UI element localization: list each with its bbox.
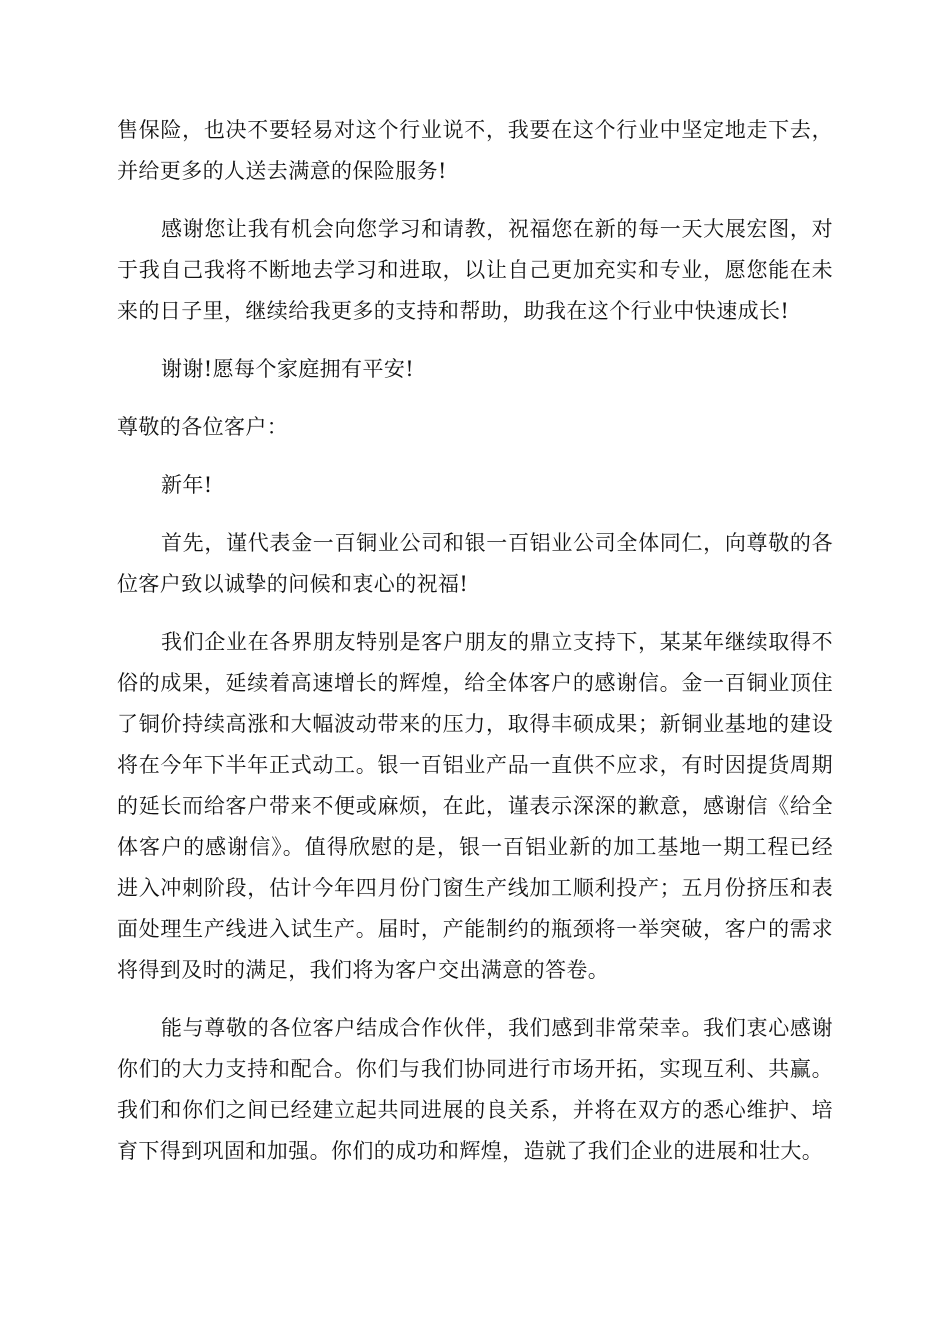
document-body: [117, 110, 833, 1189]
letter-salutation: 尊敬的各位客户：: [117, 415, 289, 439]
paragraph-thanks-learning: 感谢您让我有机会向您学习和请教，祝福您在新的每一天大展宏图，对于我自己我将不断地去学习和进取，以让自己更加充实和专业，愿您能在未来的日子里，继续给我更多的支持和帮助，助我在这个行业中快速成长!: [117, 217, 833, 323]
paragraph-continuation: 售保险，也决不要轻易对这个行业说不，我要在这个行业中坚定地走下去，并给更多的人送去满意的保险服务!: [117, 118, 833, 183]
paragraph-partnership: 能与尊敬的各位客户结成合作伙伴，我们感到非常荣幸。我们衷心感谢你们的大力支持和配合。你们与我们协同进行市场开拓，实现互利、共赢。我们和你们之间已经建立起共同进展的良关系，并将在双方的悉心维护、培育下得到巩固和加强。你们的成功和辉煌，造就了我们企业的进展和壮大。: [117, 1016, 833, 1163]
paragraph-greeting: 首先，谨代表金一百铜业公司和银一百铝业公司全体同仁，向尊敬的各位客户致以诚挚的问候和衷心的祝福!: [117, 531, 833, 596]
paragraph-achievements: 我们企业在各界朋友特别是客户朋友的鼎立支持下，某某年继续取得不俗的成果，延续着高速增长的辉煌，给全体客户的感谢信。金一百铜业顶住了铜价持续高涨和大幅波动带来的压力，取得丰硕成果；新铜业基地的建设将在今年下半年正式动工。银一百铝业产品一直供不应求，有时因提货周期的延长而给客户带来不便或麻烦，在此，谨表示深深的歉意，感谢信《给全体客户的感谢信》。值得欣慰的是，银一百铝业新的加工基地一期工程已经进入冲刺阶段，估计今年四月份门窗生产线加工顺利投产；五月份挤压和表面处理生产线进入试生产。届时，产能制约的瓶颈将一举突破，客户的需求将得到及时的满足，我们将为客户交出满意的答卷。: [117, 630, 833, 982]
paragraph-new-year: 新年!: [161, 473, 213, 497]
paragraph-closing-wish: 谢谢!愿每个家庭拥有平安!: [161, 357, 415, 381]
